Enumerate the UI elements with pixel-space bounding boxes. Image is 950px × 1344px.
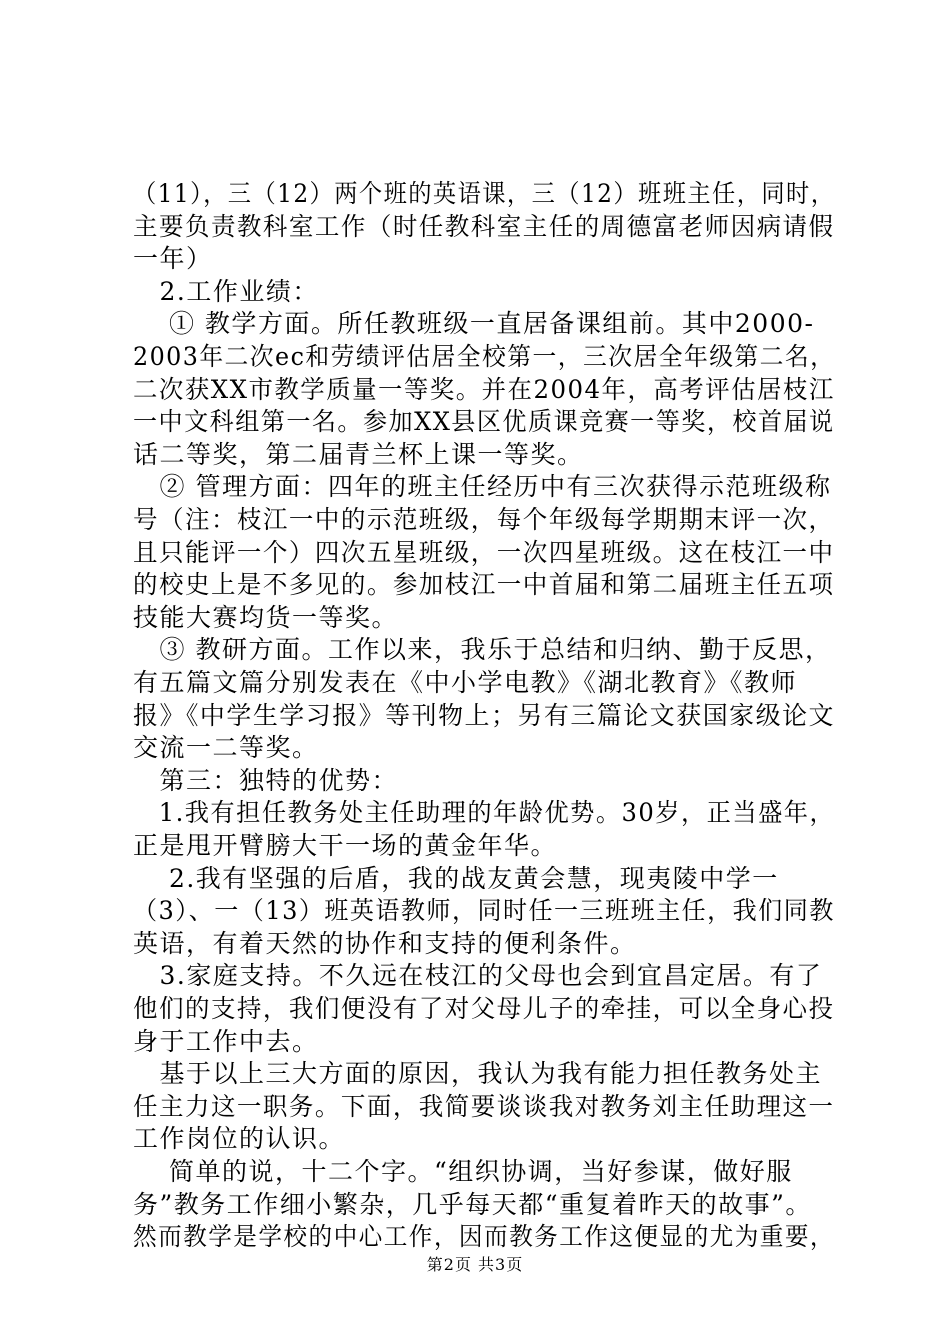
text-line: 号（注：枝江一中的示范班级，每个年级每学期期末评一次， bbox=[133, 505, 835, 534]
text-line: 1.我有担任教务处主任助理的年龄优势。30岁，正当盛年， bbox=[133, 798, 836, 828]
text-line: 务”教务工作细小繁杂，几乎每天都“重复着昨天的故事”。 bbox=[133, 1189, 812, 1219]
text-line: 主要负责教科室工作（时任教科室主任的周德富老师因病请假 bbox=[133, 211, 835, 241]
text-line: 工作岗位的认识。 bbox=[133, 1124, 346, 1154]
text-line: 身于工作中去。 bbox=[133, 1026, 319, 1056]
text-line: （11），三（12）两个班的英语课，三（12）班班主任，同时， bbox=[133, 179, 836, 208]
page-footer: 第2页 共3页 bbox=[426, 1255, 524, 1274]
text-line: 他们的支持，我们便没有了对父母儿子的牵挂，可以全身心投 bbox=[133, 994, 835, 1023]
text-line: 技能大赛均货一等奖。 bbox=[133, 602, 399, 632]
text-line: 且只能评一个）四次五星班级，一次四星班级。这在枝江一中 bbox=[133, 537, 835, 567]
text-line: 二次获XX市教学质量一等奖。并在2004年，高考评估居枝江 bbox=[133, 374, 835, 404]
text-line: ③ 教研方面。工作以来，我乐于总结和归纳、勤于反思， bbox=[133, 635, 832, 665]
text-line: 正是甩开臂膀大干一场的黄金年华。 bbox=[133, 831, 558, 860]
text-line: ② 管理方面：四年的班主任经历中有三次获得示范班级称 bbox=[133, 472, 832, 502]
text-line: 英语，有着天然的协作和支持的便利条件。 bbox=[133, 928, 637, 958]
text-line: 2.工作业绩： bbox=[133, 276, 319, 306]
text-line: 话二等奖，第二届青兰杯上课一等奖。 bbox=[133, 439, 584, 469]
text-line: 第三：独特的优势： bbox=[133, 765, 399, 795]
text-line: ① 教学方面。所任教班级一直居备课组前。其中2000- bbox=[133, 309, 815, 339]
text-line: 报》《中学生学习报》等刊物上；另有三篇论文获国家级论文 bbox=[133, 700, 836, 730]
text-line: （3）、一（13）班英语教师，同时任一三班班主任，我们同教 bbox=[133, 896, 835, 926]
text-line: 交流一二等奖。 bbox=[133, 733, 319, 763]
text-line: 的校史上是不多见的。参加枝江一中首届和第二届班主任五项 bbox=[133, 570, 835, 600]
text-line: 然而教学是学校的中心工作，因而教务工作这便显的尤为重要， bbox=[133, 1222, 836, 1252]
text-line: 基于以上三大方面的原因，我认为我有能力担任教务处主 bbox=[133, 1059, 823, 1089]
text-line: 2003年二次ec和劳绩评估居全校第一，三次居全年级第二名， bbox=[133, 342, 836, 371]
text-line: 有五篇文篇分别发表在《中小学电教》《湖北教育》《教师 bbox=[133, 668, 798, 697]
text-line: 简单的说，十二个字。“组织协调，当好参谋，做好服 bbox=[133, 1157, 793, 1186]
text-line: 任主力这一职务。下面，我简要谈谈我对教务刘主任助理这一 bbox=[133, 1091, 835, 1121]
text-line: 2.我有坚强的后盾，我的战友黄会慧，现夷陵中学一 bbox=[133, 863, 779, 893]
text-line: 一年） bbox=[133, 244, 213, 274]
text-line: 一中文科组第一名。参加XX县区优质课竞赛一等奖，校首届说 bbox=[133, 407, 835, 437]
text-line: 3.家庭支持。不久远在枝江的父母也会到宜昌定居。有了 bbox=[133, 961, 823, 991]
